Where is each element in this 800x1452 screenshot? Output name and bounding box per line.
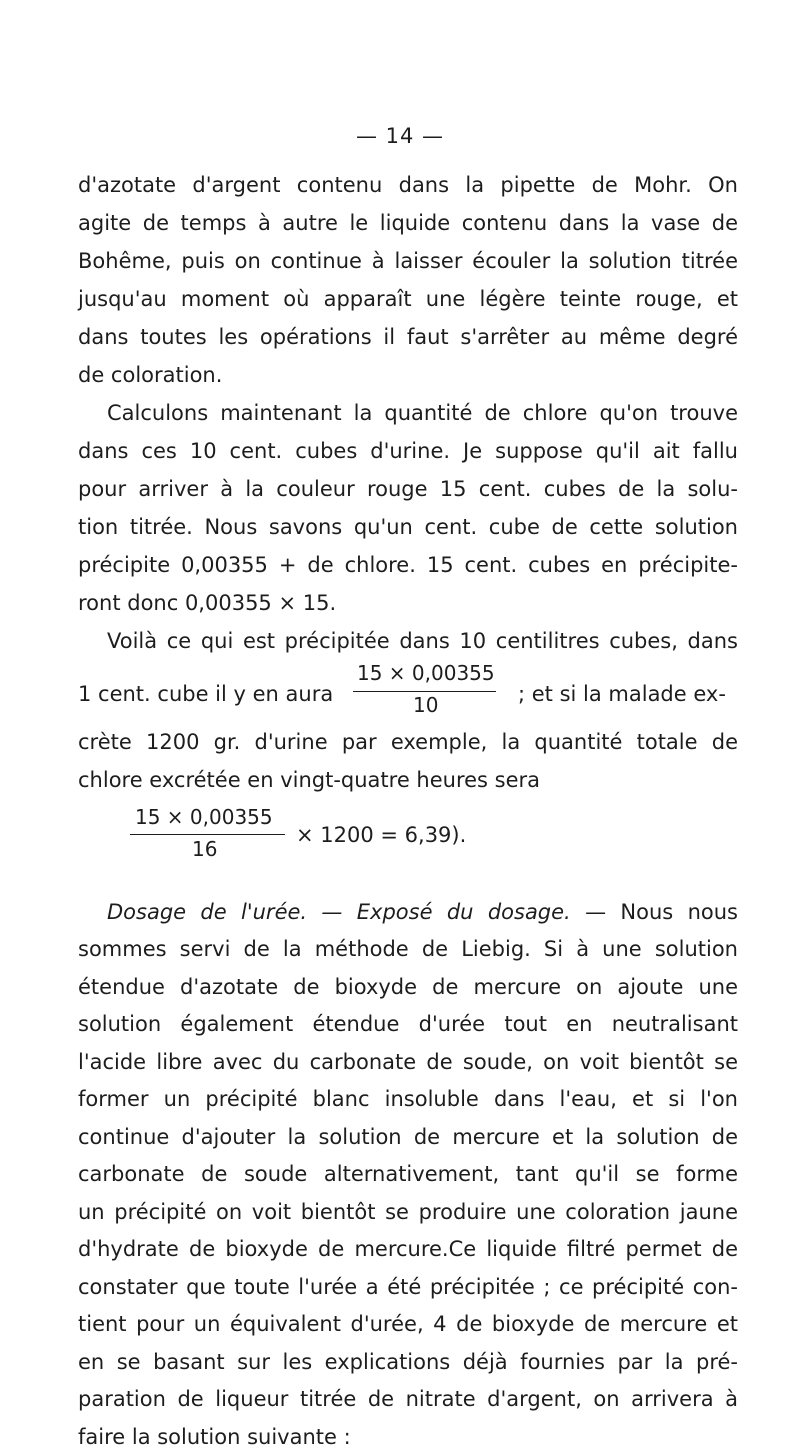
equation-result: × 1200 = 6,39).: [296, 823, 467, 847]
text-line: paration de liqueur titrée de nitrate d'argent, on arrivera à: [78, 1387, 738, 1411]
fraction-bar: [130, 834, 285, 835]
text-line: chlore excrétée en vingt-quatre heures sera: [78, 768, 541, 792]
text-line: former un précipité blanc insoluble dans l'eau, et si l'on: [78, 1087, 738, 1111]
text-line-fragment: ; et si la malade ex-: [518, 682, 726, 706]
text-line: Calculons maintenant la quantité de chlore qu'on trouve: [107, 401, 738, 425]
text-line-fragment: 1 cent. cube il y en aura: [78, 682, 334, 706]
text-line: tient pour un équivalent d'urée, 4 de bioxyde de mercure et: [78, 1312, 738, 1336]
fraction-numerator: 15 × 0,00355: [357, 661, 495, 685]
fraction-numerator: 15 × 0,00355: [135, 805, 273, 829]
text-line: carbonate de soude alternativement, tant qu'il se forme: [78, 1162, 738, 1186]
text-line: continue d'ajouter la solution de mercure et la solution de: [78, 1124, 738, 1149]
section-heading-line: [107, 897, 738, 927]
text-line: agite de temps à autre le liquide contenu dans la vase de: [78, 211, 738, 235]
text-line: un précipité on voit bientôt se produire une coloration jaune: [78, 1199, 738, 1224]
text-line: Bohême, puis on continue à laisser écouler la solution titrée: [78, 249, 738, 273]
text-line: dans ces 10 cent. cubes d'urine. Je suppose qu'il ait fallu: [78, 439, 738, 463]
text-line: faire la solution suivante :: [78, 1424, 351, 1449]
heading-continuation: — Nous nous: [585, 899, 738, 924]
fraction-denominator: 16: [192, 837, 218, 861]
text-line: sommes servi de la méthode de Liebig. Si à une solution: [78, 937, 738, 961]
text-line: dans toutes les opérations il faut s'arrêter au même degré: [78, 325, 738, 349]
section-heading: Dosage de l'urée. — Exposé du dosage.: [107, 899, 571, 924]
text-line: en se basant sur les explications déjà fournies par la pré-: [78, 1349, 738, 1374]
text-line: précipite 0,00355 + de chlore. 15 cent. cubes en précipite-: [78, 553, 738, 577]
text-line: constater que toute l'urée a été précipitée ; ce précipité con-: [78, 1274, 738, 1299]
text-line: crète 1200 gr. d'urine par exemple, la quantité totale de: [78, 730, 738, 754]
text-line: d'hydrate de bioxyde de mercure.Ce liquide filtré permet de: [78, 1237, 738, 1261]
fraction-bar: [353, 691, 496, 692]
text-line: d'azotate d'argent contenu dans la pipette de Mohr. On: [78, 173, 738, 197]
fraction-denominator: 10: [413, 693, 439, 717]
text-line: de coloration.: [78, 363, 223, 387]
page-number: — 14 —: [355, 124, 445, 148]
text-line: solution également étendue d'urée tout en neutralisant: [78, 1012, 738, 1036]
text-line: Voilà ce qui est précipitée dans 10 centilitres cubes, dans: [107, 629, 738, 653]
text-line: pour arriver à la couleur rouge 15 cent. cubes de la solu-: [78, 477, 738, 501]
text-line: jusqu'au moment où apparaît une légère teinte rouge, et: [78, 287, 738, 311]
text-line: ront donc 0,00355 × 15.: [78, 591, 337, 615]
text-line: tion titrée. Nous savons qu'un cent. cube de cette solution: [78, 515, 738, 539]
text-line: étendue d'azotate de bioxyde de mercure on ajoute une: [78, 974, 738, 999]
text-line: l'acide libre avec du carbonate de soude, on voit bientôt se: [78, 1049, 738, 1074]
